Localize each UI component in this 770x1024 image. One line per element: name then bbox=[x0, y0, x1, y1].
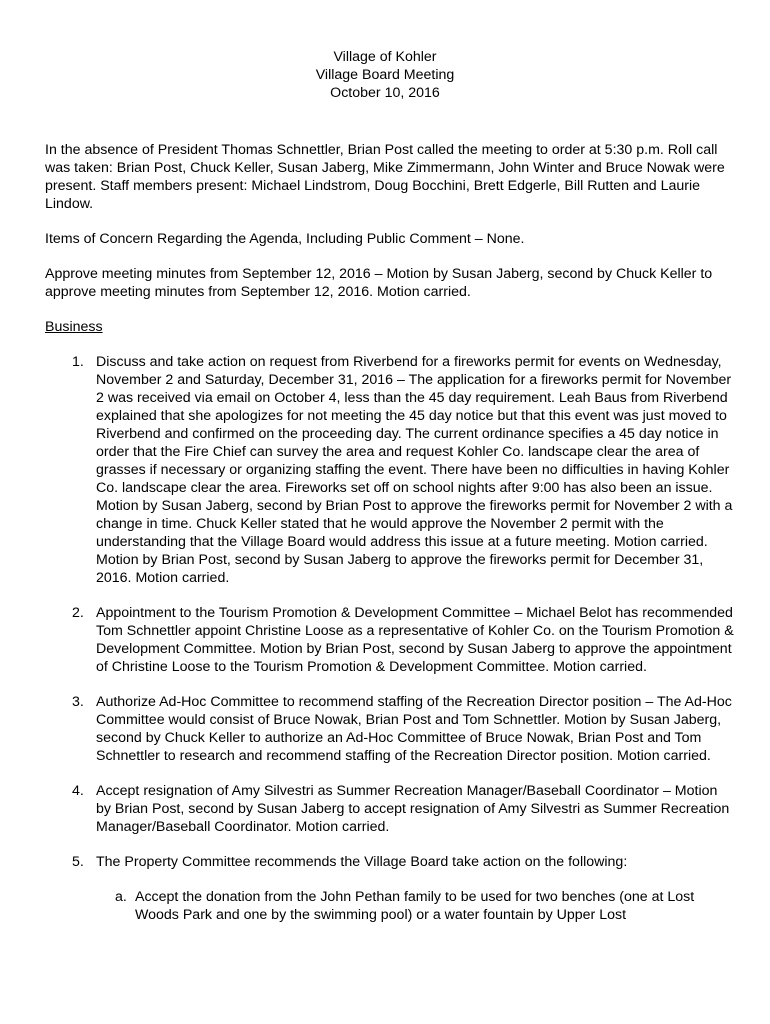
list-item-text: Discuss and take action on request from Riverbend for a fireworks permit for events on Wednesday, November 2 and Saturday, December 31, 2016 – The application for a fireworks permit for November 2 was received via email on October 4, less than the 45 day requirement. Leah Baus from Riverbend explained that she apologizes for not meeting the 45 day notice but that this event was just moved to Riverbend and confirmed on the proceeding day. The current ordinance specifies a 45 day notice in order that the Fire Chief can survey the area and request Kohler Co. landscape clear the area of grasses if necessary or organizing staffing the event. There have been no difficulties in having Kohler Co. landscape clear the area. Fireworks set off on school nights after 9:00 has also been an issue. Motion by Susan Jaberg, second by Brian Post to approve the fireworks permit for November 2 with a change in time. Chuck Keller stated that he would approve the November 2 permit with the understanding that the Village Board would address this issue at a future meeting. Motion carried. Motion by Brian Post, second by Susan Jaberg to approve the fireworks permit for December 31, 2016. Motion carried. bbox=[96, 354, 733, 586]
document-body bbox=[45, 141, 735, 924]
property-committee-sublist bbox=[96, 888, 735, 924]
header-meeting-name: Village Board Meeting bbox=[315, 67, 455, 83]
sublist-item-letter: a. bbox=[115, 889, 127, 905]
sublist-item bbox=[96, 888, 735, 924]
header-village-name: Village of Kohler bbox=[333, 49, 437, 65]
sublist-item-text: Accept the donation from the John Pethan family to be used for two benches (one at Lost Woods Park and one by the swimming pool) or a water fountain by Upper Lost bbox=[135, 889, 695, 923]
minutes-paragraph: Approve meeting minutes from September 12, 2016 – Motion by Susan Jaberg, second by Chuck Keller to approve meeting minutes from September 12, 2016. Motion carried. bbox=[45, 266, 713, 300]
list-item-number: 5. bbox=[72, 854, 84, 870]
business-heading: Business bbox=[45, 319, 103, 335]
list-item-number: 4. bbox=[72, 783, 84, 799]
list-item-text: Appointment to the Tourism Promotion & Development Committee – Michael Belot has recommended Tom Schnettler appoint Christine Loose as a representative of Kohler Co. on the Tourism Promotion & Development Committee. Motion by Brian Post, second by Susan Jaberg to approve the appointment of Christine Loose to the Tourism Promotion & Development Committee. Motion carried. bbox=[96, 605, 734, 675]
concerns-paragraph: Items of Concern Regarding the Agenda, Including Public Comment – None. bbox=[45, 231, 525, 247]
business-list bbox=[45, 353, 735, 924]
list-item bbox=[45, 853, 735, 924]
list-item bbox=[45, 782, 735, 836]
intro-paragraph: In the absence of President Thomas Schnettler, Brian Post called the meeting to order at 5:30 p.m. Roll call was taken: Brian Post, Chuck Keller, Susan Jaberg, Mike Zimmermann, John Winter and Bruce Nowak were present. Staff members present: Michael Lindstrom, Doug Bocchini, Brett Edgerle, Bill Rutten and Laurie Lindow. bbox=[45, 142, 725, 212]
list-item-text: Accept resignation of Amy Silvestri as Summer Recreation Manager/Baseball Coordinator – Motion by Brian Post, second by Susan Jaberg to accept resignation of Amy Silvestri as Summer Recreation Manager/Baseball Coordinator. Motion carried. bbox=[96, 783, 730, 835]
list-item-number: 2. bbox=[72, 605, 84, 621]
list-item-number: 3. bbox=[72, 694, 84, 710]
document-header bbox=[0, 48, 770, 102]
list-item-number: 1. bbox=[72, 354, 84, 370]
list-item-text: Authorize Ad-Hoc Committee to recommend staffing of the Recreation Director position – The Ad-Hoc Committee would consist of Bruce Nowak, Brian Post and Tom Schnettler. Motion by Susan Jaberg, second by Chuck Keller to authorize an Ad-Hoc Committee of Bruce Nowak, Brian Post and Tom Schnettler to research and recommend staffing of the Recreation Director position. Motion carried. bbox=[96, 694, 732, 764]
list-item bbox=[45, 353, 735, 587]
list-item-text: The Property Committee recommends the Village Board take action on the following: bbox=[96, 854, 628, 870]
list-item bbox=[45, 693, 735, 765]
header-meeting-date: October 10, 2016 bbox=[330, 85, 440, 101]
list-item bbox=[45, 604, 735, 676]
